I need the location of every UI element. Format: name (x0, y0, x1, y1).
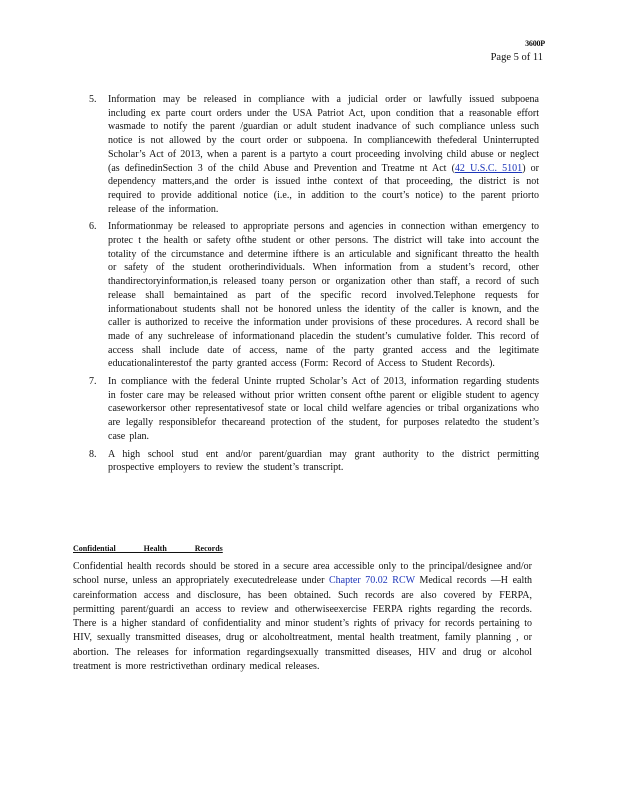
list-item-number: 8. (89, 448, 97, 460)
list-item-text-cont: ) or dependency matters,and the order is issued inthe context of that proceeding, the district is not required to provide additional notice (i.e., in addition to the court’s notice) to the parent priorto release of the information. (108, 162, 539, 215)
section-paragraph (73, 560, 532, 674)
list-item (89, 448, 539, 475)
list-item (89, 375, 539, 444)
rcw-link[interactable]: Chapter 70.02 RCW (329, 575, 415, 587)
list-item-text: Informationmay be released to appropriate persons and agencies in connection withan emergency to protec t the health or safety ofthe student or other persons. The district will take into account the totality of the circumstance and determine ifthere is an articulable and significant threatto the health or safety of the student orotherindividuals. When information from a student’s record, other thandirectoryinformation,is released toany person or organization other than staff, a record of such release shall bemaintained as part of the specific record involved.Telephone requests for informationabout students shall not be honored unless the identity of the caller is known, and the caller is authorized to receive the information under provisions of these procedures. A record shall be made of any suchrelease of informationand placedin the student’s cumulative folder. This record of access shall include date of access, name of the party granted access and the legitimate educationalinterestof the party granted access (Form: Record of Access to Student Records). (108, 221, 539, 370)
list-item-number: 5. (89, 94, 97, 105)
numbered-list (89, 93, 539, 479)
list-item-text: In compliance with the federal Uninte rrupted Scholar’s Act of 2013, information regarding students in foster care may be released without prior written consent ofthe parent or eligible student to agency caseworkersor other representativesof state or local child welfare agencies or tribal organizations who are legally responsiblefor thecareand protection of the student, for purposes relatedto the student’s case plan. (108, 376, 539, 442)
list-item-number: 6. (89, 221, 97, 233)
list-item-number: 7. (89, 376, 97, 388)
section-heading: Confidential Health Records (73, 544, 223, 553)
paragraph-text-cont: Medical records —H ealth careinformation access and disclosure, has been obtained. Such records are also covered by FERPA, permitting parent/guardi an access to review and otherwiseexercise FERPA rights regarding the records. There is a higher standard of confidentiality and minor student’s rights of privacy for records pertaining to HIV, sexually transmitted diseases, drug or alcoholtreatment, mental health treatment, family planning , or abortion. The releases for information regardingsexually transmitted diseases, HIV and drug or alcohol treatment is more restrictivethan ordinary medical releases. (73, 575, 533, 673)
page-number: Page 5 of 11 (490, 52, 543, 63)
list-item-text: Information may be released in compliance with a judicial order or lawfully issued subpoena including ex parte court orders under the USA Patriot Act, upon condition that a reasonable effort wasmade to notify the parent /guardian or adult student inadvance of such compliance unless such notice is not allowed by the court order or subpoena. In compliancewith thefederal Uninterrupted Scholar’s Act of 2013, when a parent is a partyto a court proceeding involving child abuse or neglect (as definedinSection 3 of the child Abuse and Prevention and Treatme nt Act ( (108, 94, 539, 174)
paragraph-text: Confidential health records should be stored in a secure area accessible only to the principal/designee and/or school nurse, unless an appropriately executedrelease under (73, 561, 532, 587)
list-item (89, 220, 539, 371)
usc-link[interactable]: 42 U.S.C. 5101 (454, 162, 523, 174)
list-item-text: A high school stud ent and/or parent/guardian may grant authority to the district permitting prospective employers to review the student’s transcript. (108, 448, 539, 474)
policy-code: 3600P (525, 39, 545, 48)
list-item (89, 93, 539, 216)
